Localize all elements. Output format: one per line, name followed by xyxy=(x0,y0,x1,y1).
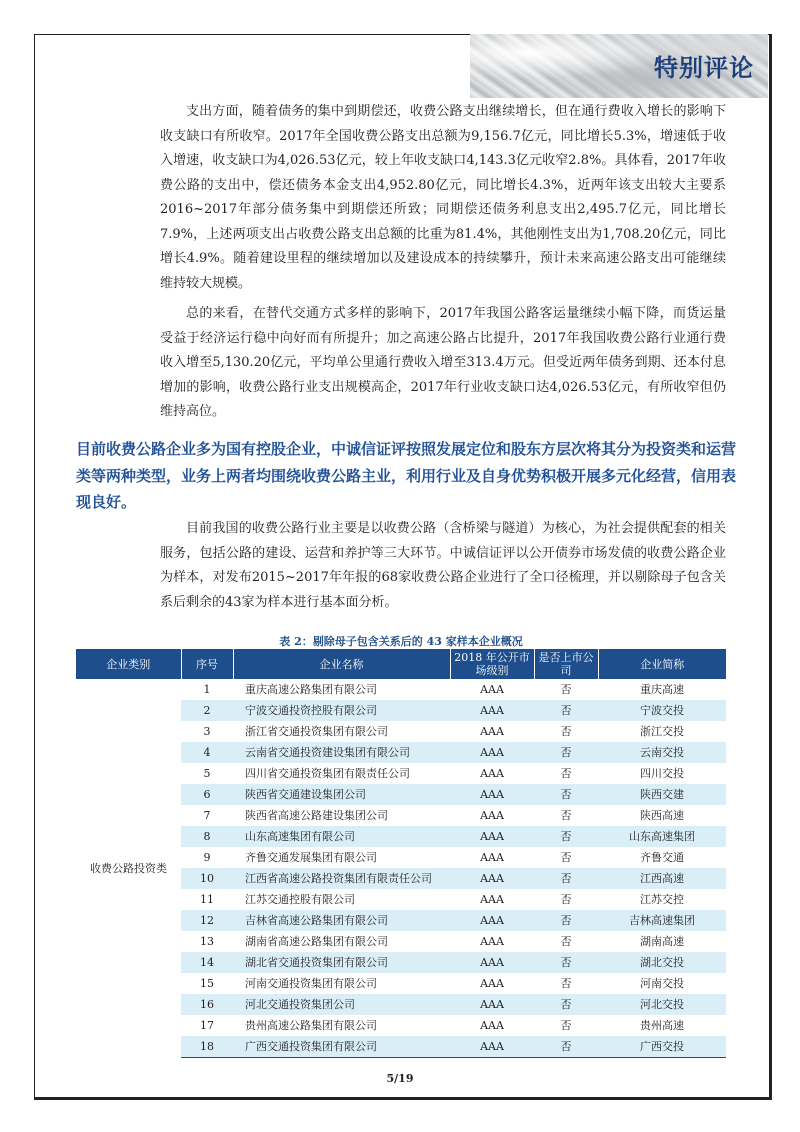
paragraph-industry-overview: 目前我国的收费公路行业主要是以收费公路（含桥梁与隧道）为核心，为社会提供配套的相关服务，包括公路的建设、运营和养护等三大环节。中诚信证评以公开债券市场发债的收费公路企业为样本，对发布2015~2017年年报的68家收费公路企业进行了全口径梳理，并以剔除母子包含关系后剩余的43家为样本进行基本面分析。 xyxy=(160,521,726,610)
number-cell: 12 xyxy=(181,910,233,931)
listed-cell: 否 xyxy=(560,725,572,738)
header-company-name: 企业名称 xyxy=(233,649,450,679)
rating-cell: AAA xyxy=(450,868,534,889)
rating-cell: AAA xyxy=(450,952,534,973)
short-name-cell: 齐鲁交通 xyxy=(640,851,684,864)
company-name-cell: 云南省交通投资建设集团有限公司 xyxy=(233,742,450,763)
listed-cell: 否 xyxy=(534,868,598,889)
short-name-cell: 贵州高速 xyxy=(640,1019,684,1032)
rating-cell: AAA xyxy=(450,742,534,763)
company-name-cell: 河南交通投资集团有限公司 xyxy=(245,977,377,990)
short-name-cell: 重庆高速 xyxy=(640,683,684,696)
rating-cell: AAA xyxy=(480,893,504,906)
highlight-statement: 目前收费公路企业多为国有控股企业，中诚信证评按照发展定位和股东方层次将其分为投资类和运营类等两种类型，业务上两者均围绕收费公路主业，利用行业及自身优势积极开展多元化经营，信用表现良好。 xyxy=(76,440,737,511)
listed-cell: 否 xyxy=(534,826,598,847)
rating-cell: AAA xyxy=(480,725,504,738)
number-cell: 9 xyxy=(203,851,211,864)
listed-cell: 否 xyxy=(560,977,572,990)
short-name-cell: 四川交投 xyxy=(640,767,684,780)
rating-cell: AAA xyxy=(480,683,504,696)
number-cell: 11 xyxy=(200,893,214,906)
number-cell: 4 xyxy=(181,742,233,763)
company-name-cell: 陕西省高速公路建设集团公司 xyxy=(245,809,388,822)
short-name-cell: 浙江交投 xyxy=(640,725,684,738)
company-name-cell: 江西省高速公路投资集团有限责任公司 xyxy=(233,868,450,889)
company-name-cell: 重庆高速公路集团有限公司 xyxy=(245,683,377,696)
header-banner xyxy=(470,34,768,98)
number-cell: 1 xyxy=(203,683,211,696)
listed-cell: 否 xyxy=(560,683,572,696)
paragraph-expenditure: 支出方面，随着债务的集中到期偿还，收费公路支出继续增长，但在通行费收入增长的影响下收支缺口有所收窄。2017年全国收费公路支出总额为9,156.7亿元，同比增长5.3%，增速低于收入增速，收支缺口为4,026.53亿元，较上年收支缺口4,143.3亿元收窄2.8%。具体看，2017年收费公路的支出中，偿还债务本金支出4,952.80亿元，同比增长4.3%，近两年该支出较大主要系2016~2017年部分债务集中到期偿还所致；同期偿还债务利息支出2,495.7亿元，同比增长7.9%，上述两项支出占收费公路支出总额的比重为81.4%，其他刚性支出为1,708.20亿元，同比增长4.9%。随着建设里程的继续增加以及建设成本的持续攀升，预计未来高速公路支出可能继续维持较大规模。 xyxy=(160,104,726,291)
short-name-cell: 宁波交投 xyxy=(598,700,726,721)
listed-cell: 否 xyxy=(560,935,572,948)
rating-cell: AAA xyxy=(450,784,534,805)
short-name-cell: 陕西高速 xyxy=(640,809,684,822)
category-cell: 收费公路投资类 xyxy=(76,679,181,1058)
table-row xyxy=(76,679,726,700)
listed-cell: 否 xyxy=(534,1036,598,1058)
number-cell: 2 xyxy=(181,700,233,721)
short-name-cell: 江苏交控 xyxy=(640,893,684,906)
rating-cell: AAA xyxy=(480,1019,504,1032)
paragraph-summary: 总的来看，在替代交通方式多样的影响下，2017年我国公路客运量继续小幅下降，而货运量受益于经济运行稳中向好而有所提升；加之高速公路占比提升，2017年我国收费公路行业通行费收入增至5,130.20亿元，平均单公里通行费收入增至313.4万元。但受近两年债务到期、还本付息增加的影响，收费公路行业支出规模高企，2017年行业收支缺口达4,026.53亿元，有所收窄但仍维持高位。 xyxy=(160,306,726,419)
listed-cell: 否 xyxy=(534,994,598,1015)
number-cell: 5 xyxy=(203,767,211,780)
page-number: 5/19 xyxy=(386,1072,414,1085)
short-name-cell: 湖南高速 xyxy=(640,935,684,948)
number-cell: 10 xyxy=(181,868,233,889)
listed-cell: 否 xyxy=(560,1019,572,1032)
rating-cell: AAA xyxy=(480,935,504,948)
listed-cell: 否 xyxy=(534,784,598,805)
short-name-cell: 陕西交建 xyxy=(598,784,726,805)
short-name-cell: 河北交投 xyxy=(598,994,726,1015)
short-name-cell: 江西高速 xyxy=(598,868,726,889)
header-listed: 是否上市公司 xyxy=(534,649,598,679)
number-cell: 17 xyxy=(200,1019,214,1032)
listed-cell: 否 xyxy=(560,809,572,822)
company-name-cell: 吉林省高速公路集团有限公司 xyxy=(233,910,450,931)
rating-cell: AAA xyxy=(450,910,534,931)
short-name-cell: 湖北交投 xyxy=(598,952,726,973)
rating-cell: AAA xyxy=(450,826,534,847)
company-name-cell: 浙江省交通投资集团有限公司 xyxy=(245,725,388,738)
rating-cell: AAA xyxy=(480,977,504,990)
number-cell: 16 xyxy=(181,994,233,1015)
short-name-cell: 云南交投 xyxy=(598,742,726,763)
section-title: 特别评论 xyxy=(654,54,754,82)
company-name-cell: 宁波交通投资控股有限公司 xyxy=(233,700,450,721)
company-name-cell: 陕西省交通建设集团公司 xyxy=(233,784,450,805)
header-rating: 2018 年公开市场级别 xyxy=(450,649,534,679)
company-name-cell: 湖南省高速公路集团有限公司 xyxy=(245,935,388,948)
company-name-cell: 江苏交通控股有限公司 xyxy=(245,893,355,906)
header-short-name: 企业简称 xyxy=(598,649,726,679)
company-name-cell: 湖北省交通投资集团有限公司 xyxy=(233,952,450,973)
number-cell: 7 xyxy=(203,809,211,822)
short-name-cell: 广西交投 xyxy=(598,1036,726,1058)
company-name-cell: 广西交通投资集团有限公司 xyxy=(233,1036,450,1058)
short-name-cell: 吉林高速集团 xyxy=(598,910,726,931)
table-caption: 表 2：剔除母子包含关系后的 43 家样本企业概况 xyxy=(279,635,523,648)
number-cell: 18 xyxy=(181,1036,233,1058)
number-cell: 6 xyxy=(181,784,233,805)
listed-cell: 否 xyxy=(534,700,598,721)
company-name-cell: 山东高速集团有限公司 xyxy=(233,826,450,847)
rating-cell: AAA xyxy=(480,809,504,822)
listed-cell: 否 xyxy=(560,893,572,906)
short-name-cell: 山东高速集团 xyxy=(598,826,726,847)
listed-cell: 否 xyxy=(534,952,598,973)
rating-cell: AAA xyxy=(480,767,504,780)
number-cell: 13 xyxy=(200,935,214,948)
company-name-cell: 河北交通投资集团公司 xyxy=(233,994,450,1015)
company-name-cell: 四川省交通投资集团有限责任公司 xyxy=(245,767,410,780)
listed-cell: 否 xyxy=(560,851,572,864)
rating-cell: AAA xyxy=(480,851,504,864)
rating-cell: AAA xyxy=(450,994,534,1015)
number-cell: 14 xyxy=(181,952,233,973)
number-cell: 3 xyxy=(203,725,211,738)
table-header-row xyxy=(76,649,726,679)
listed-cell: 否 xyxy=(534,910,598,931)
short-name-cell: 河南交投 xyxy=(640,977,684,990)
header-number: 序号 xyxy=(181,649,233,679)
listed-cell: 否 xyxy=(560,767,572,780)
sample-enterprise-table xyxy=(76,649,726,1058)
header-category: 企业类别 xyxy=(76,649,181,679)
rating-cell: AAA xyxy=(450,700,534,721)
listed-cell: 否 xyxy=(534,742,598,763)
company-name-cell: 齐鲁交通发展集团有限公司 xyxy=(245,851,377,864)
company-name-cell: 贵州高速公路集团有限公司 xyxy=(245,1019,377,1032)
rating-cell: AAA xyxy=(450,1036,534,1058)
number-cell: 15 xyxy=(200,977,214,990)
number-cell: 8 xyxy=(181,826,233,847)
